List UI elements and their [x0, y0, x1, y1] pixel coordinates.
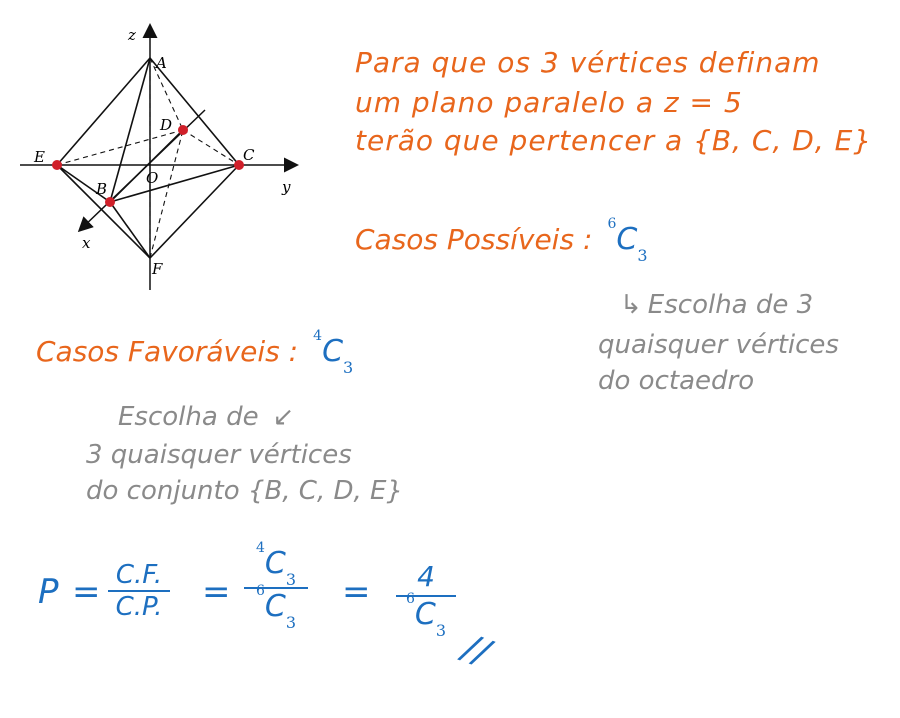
note-favoraveis-line-3: do conjunto {B, C, D, E}: [86, 476, 404, 506]
label-B: B: [96, 180, 108, 198]
label-x: x: [82, 234, 91, 252]
fraction-numerator: $^4C_3$: [255, 540, 297, 589]
octahedron-diagram: [0, 0, 310, 290]
note-possiveis-line-1: ↳ Escolha de 3: [620, 290, 814, 320]
label-O: O: [146, 169, 159, 187]
label-y: y: [282, 178, 291, 196]
cf: C.F.: [115, 560, 163, 590]
casos-possiveis: [355, 216, 648, 265]
fraction-combinations: [244, 540, 308, 632]
label-E: E: [34, 148, 45, 166]
note-favoraveis-line-1: Escolha de ↙: [118, 402, 295, 432]
final-mark: //: [457, 627, 495, 674]
label-F: F: [152, 260, 163, 278]
label-C: C: [243, 146, 255, 164]
fraction-denominator: $^6C_3$: [255, 583, 297, 632]
note-possiveis-line-3: do octaedro: [598, 366, 755, 396]
formula-p: P: [38, 572, 59, 612]
point-B: [105, 197, 115, 207]
label-A: A: [156, 54, 167, 72]
formula-eq-1: =: [72, 572, 101, 612]
formula-eq-2: =: [202, 572, 231, 612]
label-z: z: [128, 26, 136, 44]
casos-possiveis-label: Casos Possíveis :: [355, 223, 593, 256]
result-numerator: 4: [417, 560, 435, 593]
point-D: [178, 125, 188, 135]
note-possiveis-line-2: quaisquer vértices: [598, 330, 839, 360]
fraction-result: [396, 560, 456, 640]
label-D: D: [160, 116, 173, 134]
statement-line-2: um plano paralelo a z = 5: [355, 86, 743, 119]
curved-arrow-icon: ↙: [272, 402, 295, 432]
note-favoraveis-line-2: 3 quaisquer vértices: [86, 440, 352, 470]
result-denominator: $^6C_3$: [405, 591, 447, 640]
statement-line-3: terão que pertencer a {B, C, D, E}: [355, 124, 873, 157]
fraction-cf-cp: [108, 560, 170, 622]
statement-line-1: Para que os 3 vértices definam: [355, 46, 821, 79]
casos-favoraveis-label: Casos Favoráveis :: [36, 335, 299, 368]
casos-favoraveis-combination: $^4C_3$: [313, 328, 354, 377]
point-E: [52, 160, 62, 170]
casos-favoraveis: [36, 328, 354, 377]
formula-eq-3: =: [342, 572, 371, 612]
casos-possiveis-combination: $^6C_3$: [607, 216, 648, 265]
cp: C.P.: [115, 592, 163, 622]
